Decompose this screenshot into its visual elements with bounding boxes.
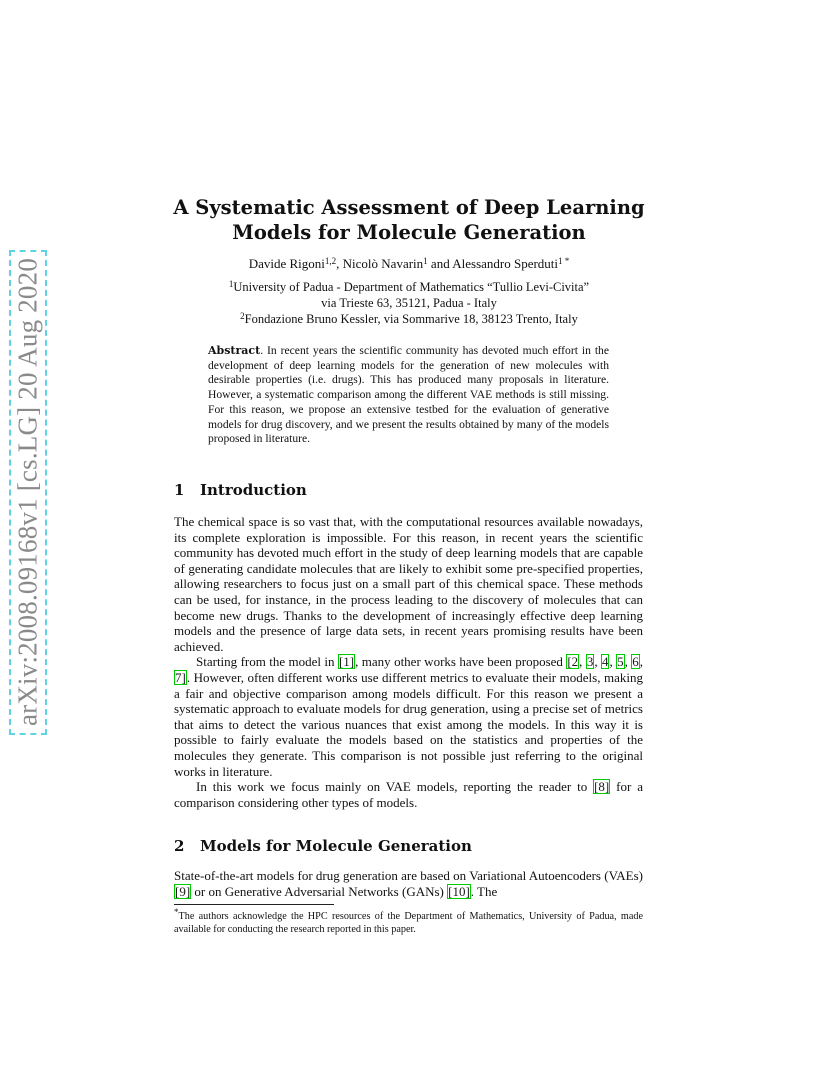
text-run: In this work we focus mainly on VAE models, reporting the reader to (196, 779, 594, 795)
affiliations (150, 279, 668, 327)
title-line-2: Models for Molecule Generation (232, 221, 586, 244)
author-name: Nicolò Navarin (342, 256, 424, 271)
abstract (208, 344, 609, 447)
author-affiliation-mark: 1,2 (324, 256, 337, 266)
citation-link[interactable]: 6 (632, 654, 639, 670)
text-run: or on Generative Adversarial Networks (GANs) (191, 883, 448, 899)
text-run: . However, often different works use different metrics to evaluate their models, making a fair and objective comparison among models difficult. For this reason we present a systematic approach to evaluate models for drug generation, using a precise set of metrics that aims to detect the various nuances that exist among the models. In this way it is possible to fairly evaluate the models based on the statistics and properties of the molecules they generate. This comparison is not possible just referring to the original works in literature. (174, 669, 643, 779)
text-run: , (624, 654, 632, 670)
author-affiliation-mark: 1 (423, 256, 428, 266)
abstract-label: Abstract (208, 344, 261, 357)
introduction-body (174, 514, 643, 810)
citation-link[interactable]: 4 (601, 654, 609, 670)
author-list (150, 256, 668, 272)
text-run: for a comparison considering other types of models. (174, 779, 643, 810)
citation-link[interactable]: [10] (448, 883, 470, 899)
affiliation-1-line-1: University of Padua - Department of Mathematics “Tullio Levi-Civita” (233, 280, 590, 294)
citation-link[interactable]: [2 (567, 654, 579, 670)
footnote-text: The authors acknowledge the HPC resources of the Department of Mathematics, University of Padua, made available for conducting the research reported in this paper. (174, 911, 643, 935)
section-title: Models for Molecule Generation (200, 837, 472, 855)
footnote-mark: * (174, 907, 179, 917)
citation-link[interactable]: 7] (175, 669, 186, 685)
citation-link[interactable]: [9] (175, 883, 191, 899)
section-heading-introduction (174, 481, 307, 499)
affiliation-1-line-2: via Trieste 63, 35121, Padua - Italy (321, 296, 497, 310)
paper-title (150, 195, 668, 245)
affiliation-mark: 1 (228, 279, 234, 289)
text-run: Starting from the model in (196, 654, 338, 670)
section-title: Introduction (200, 481, 307, 499)
affiliation-2 (150, 311, 668, 327)
text-run: . The (470, 883, 498, 899)
affiliation-1 (150, 279, 668, 295)
footnote-star-mark[interactable]: * (562, 256, 570, 266)
citation-link[interactable]: [1] (338, 654, 355, 670)
author-affiliation-mark: 1 (558, 256, 563, 266)
author-separator: and (427, 256, 453, 271)
text-run: State-of-the-art models for drug generation are based on Variational Autoencoders (VAEs) (174, 868, 643, 883)
paragraph (174, 654, 643, 779)
text-run: , many other works have been proposed (355, 654, 567, 670)
paragraph: The chemical space is so vast that, with the computational resources available nowadays, its complete exploration is impossible. For this reason, in recent years the scientific community has devoted much effort in the study of deep learning models that are capable of generating candidate molecules that are likely to exhibit some pre-specified properties, allowing researchers to focus just on a small part of this chemical space. These methods can be used, for instance, in the process leading to the discovery of molecules that can become new drugs. Thanks to the development of increasingly effective deep learning models and the presence of large data sets, in recent years promising results have been achieved. (174, 514, 643, 654)
section-heading-models (174, 837, 472, 855)
affiliation-mark: 2 (240, 311, 245, 321)
affiliation-2-line-1: Fondazione Bruno Kessler, via Sommarive 18, 38123 Trento, Italy (244, 312, 578, 326)
footnote-rule (174, 904, 334, 905)
citation-link[interactable]: [8] (594, 779, 610, 795)
title-line-1: A Systematic Assessment of Deep Learning (173, 196, 645, 219)
paragraph (174, 779, 643, 810)
author-separator: , (336, 256, 343, 271)
author-name: Alessandro Sperduti (452, 256, 559, 271)
text-run: , (609, 654, 617, 670)
section-number: 2 (174, 837, 185, 855)
paragraph (174, 868, 643, 899)
models-body (174, 868, 643, 899)
text-run: , (594, 654, 601, 670)
section-number: 1 (174, 481, 185, 499)
citation-link[interactable]: 3 (586, 654, 594, 670)
arxiv-stamp[interactable] (0, 250, 52, 735)
arxiv-id[interactable]: arXiv:2008.09168v1 [cs.LG] 20 Aug 2020 (12, 257, 43, 727)
footnote (174, 907, 643, 936)
citation-link[interactable]: 5 (617, 654, 624, 670)
abstract-text: . In recent years the scientific community has devoted much effort in the development of deep learning models for the generation of new molecules with desirable properties (i.e. drugs). This has produced many proposals in literature. However, a systematic comparison among the different VAE methods is still missing. For this reason, we propose an extensive testbed for the evaluation of generative models for drug discovery, and we present the results obtained by many of the models proposed in literature. (208, 344, 609, 446)
author-name: Davide Rigoni (248, 256, 325, 271)
text-run: , (579, 654, 586, 670)
text-run: , (639, 654, 644, 670)
